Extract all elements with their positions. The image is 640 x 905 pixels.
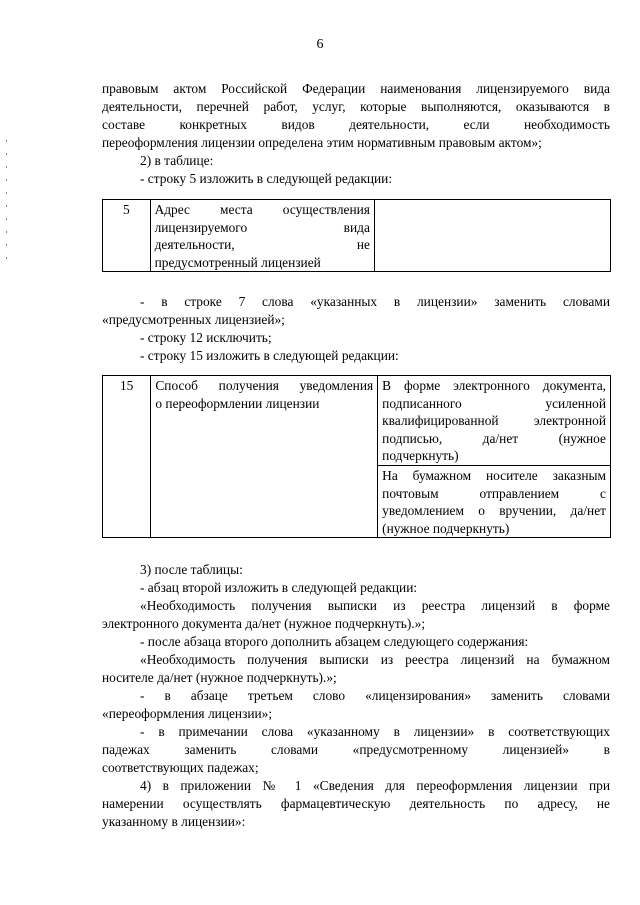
- row7-line: - в строке 7 слова «указанных в лицензии» заменить словами: [140, 294, 610, 309]
- row-number: 15: [103, 376, 151, 538]
- option-paper: На бумажном носителе заказным почтовым отправлением с уведомлением о вручении, да/нет (нужное подчеркнуть): [378, 465, 610, 537]
- item4-line: намерении осуществлять фармацевтическую деятельность по адресу, не: [102, 796, 610, 811]
- para3-line: - в абзаце третьем слово «лицензирования» заменить словами: [140, 688, 610, 703]
- table-row-5: [102, 199, 611, 272]
- quote1-line: электронного документа да/нет (нужное подчеркнуть).»;: [102, 616, 426, 631]
- row-value: [374, 200, 610, 272]
- row-name: Способ получения уведомления о переоформлении лицензии: [151, 376, 378, 538]
- margin-marks: [6, 140, 8, 270]
- paragraph-line: переоформления лицензии определена этим нормативным правовым актом»;: [102, 135, 542, 150]
- row7-line: «предусмотренных лицензией»;: [102, 312, 285, 327]
- row15-intro: - строку 15 изложить в следующей редакции:: [140, 348, 399, 363]
- page-number: 6: [316, 37, 324, 52]
- para2-intro: - абзац второй изложить в следующей редакции:: [140, 580, 418, 595]
- para3-line: «переоформления лицензии»;: [102, 706, 273, 721]
- after-para2: - после абзаца второго дополнить абзацем следующего содержания:: [140, 634, 529, 649]
- note-line: соответствующих падежах;: [102, 760, 259, 775]
- option-electronic: В форме электронного документа, подписанного усиленной квалифицированной электронной подписью, да/нет (нужное подчеркнуть): [382, 378, 606, 464]
- item4-line: 4) в приложении № 1 «Сведения для переоформления лицензии при: [140, 778, 610, 793]
- quote1-line: «Необходимость получения выписки из реестра лицензий в форме: [140, 598, 610, 613]
- quote2-line: «Необходимость получения выписки из реестра лицензий на бумажном: [140, 652, 610, 667]
- table-row-15: [102, 375, 611, 538]
- item4-line: указанному в лицензии»:: [102, 814, 246, 829]
- item-3: 3) после таблицы:: [140, 562, 243, 577]
- paragraph-line: деятельности, перечней работ, услуг, которые выполняются, оказываются в: [102, 99, 610, 114]
- note-line: - в примечании слова «указанному в лицензии» в соответствующих: [140, 724, 610, 739]
- row-number: 5: [103, 200, 151, 272]
- paragraph-line: правовым актом Российской Федерации наименования лицензируемого вида: [102, 81, 610, 96]
- paragraph-line: составе конкретных видов деятельности, если необходимость: [102, 117, 610, 132]
- row-options: [378, 376, 611, 538]
- item-2: 2) в таблице:: [140, 153, 214, 168]
- note-line: падежах заменить словами «предусмотренному лицензией» в: [102, 742, 610, 757]
- row-name: Адрес места осуществления лицензируемого вида деятельности, не предусмотренный лицензией: [150, 200, 374, 272]
- row12-line: - строку 12 исключить;: [140, 330, 272, 345]
- quote2-line: носителе да/нет (нужное подчеркнуть).»;: [102, 670, 337, 685]
- row5-intro: - строку 5 изложить в следующей редакции:: [140, 171, 393, 186]
